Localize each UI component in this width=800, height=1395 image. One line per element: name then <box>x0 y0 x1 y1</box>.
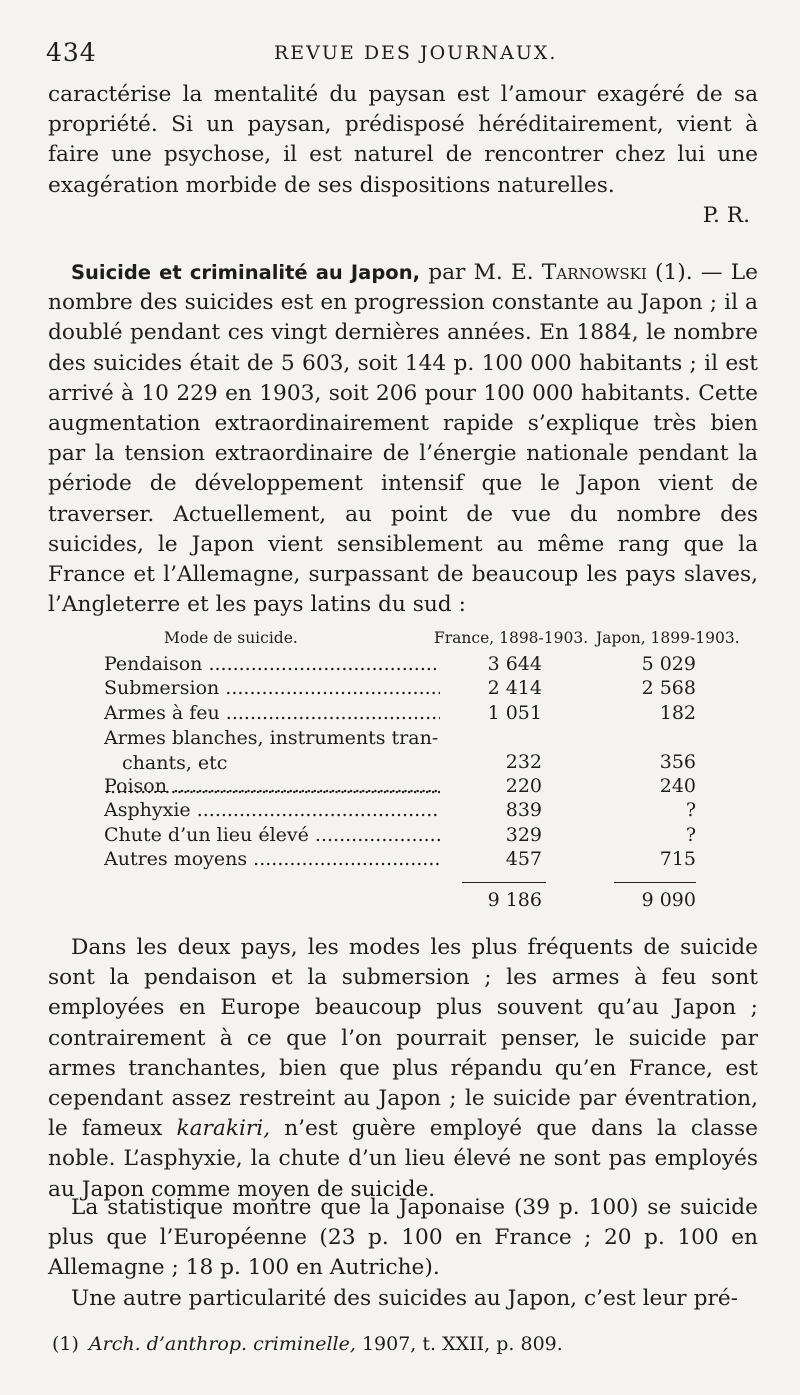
footnote <box>52 1333 563 1355</box>
value-france: 220 <box>505 774 542 797</box>
comparison-paragraph <box>48 933 758 1205</box>
value-japon: ? <box>685 823 696 846</box>
value-france: 329 <box>505 823 542 846</box>
table-row <box>104 824 744 848</box>
article-author: Tarnowski <box>541 260 647 285</box>
row-label: Poison ..... <box>104 775 440 797</box>
value-japon: 356 <box>659 750 696 773</box>
page-number: 434 <box>46 38 97 67</box>
page-header <box>46 34 758 70</box>
total-france: 9 186 <box>487 888 542 911</box>
table-row <box>104 702 744 726</box>
table-row <box>104 653 744 677</box>
article-intro <box>48 258 758 620</box>
text-before-term: Dans les deux pays, les modes les plus fréquents de suicide sont la pendaison et la submersion ; les armes à feu sont employées en Europe beaucoup plus souvent qu’au Japon ; contrairement à ce que l’on pourrait penser, le suicide par armes tranchantes, bien que plus répandu qu’en France, est cependant assez restreint au Japon ; le suicide par éventration, le fameux <box>48 935 758 1142</box>
article-title: Suicide et criminalité au Japon, <box>71 261 420 284</box>
header-mode: Mode de suicide. <box>164 629 298 647</box>
row-label: Armes à feu ..... <box>104 702 440 724</box>
value-france: 2 414 <box>487 677 542 700</box>
table-row <box>104 775 744 799</box>
value-japon: 5 029 <box>641 653 696 675</box>
value-japon: 182 <box>659 701 696 724</box>
text-after-term: n’est guère employé que dans la classe noble. L’asphyxie, la chute d’un lieu élevé ne sont pas employés au Japon comme moyen de suicide. <box>48 1116 758 1202</box>
opening-paragraph <box>48 80 758 231</box>
total-rule-france <box>462 882 546 883</box>
row-label: Armes blanches, instruments tran- <box>104 727 439 750</box>
table-row <box>104 799 744 823</box>
row-label-continuation: chants, etc ..... <box>104 752 440 798</box>
value-japon: 2 568 <box>641 677 696 700</box>
total-rule-japon <box>614 882 696 883</box>
row-label: Chute d’un lieu élevé ..... <box>104 824 440 846</box>
value-france: 3 644 <box>487 653 542 675</box>
value-france: 839 <box>505 799 542 822</box>
continuation-paragraph: Une autre particularité des suicides au Japon, c’est leur pré- <box>71 1285 738 1311</box>
article-text: — Le nombre des suicides est en progression constante au Japon ; il a doublé pendant ces vingt dernières années. En 1884, le nombre des suicides était de 5 603, soit 144 p. 100 000 habitants ; il est arrivé à 10 229 en 1903, soit 206 pour 100 000 habitants. Cette augmentation extraordinairement rapide s’explique très bien par la tension extraordinaire de l’énergie nationale pendant la période de développement intensif que le Japon vient de traverser. Actuellement, au point de vue du nombre des suicides, le Japon vient sensiblement au même rang que la France et l’Allemagne, surpassant de beaucoup les pays slaves, l’Angleterre et les pays latins du sud : <box>48 260 758 618</box>
article-suicide-japon <box>48 258 758 620</box>
table-row <box>104 726 744 775</box>
value-france: 1 051 <box>487 701 542 724</box>
suicide-mode-table <box>104 625 744 911</box>
table-row <box>104 848 744 872</box>
closing-paragraphs <box>48 1193 758 1314</box>
value-france: 232 <box>505 750 542 773</box>
paragraph-text: caractérise la mentalité du paysan est l’amour exagéré de sa propriété. Si un paysan, prédisposé héréditairement, vient à faire une psychose, il est naturel de rencontrer chez lui une exagération morbide de ses dispositions naturelles. <box>48 82 758 198</box>
row-label: Submersion ..... <box>104 677 440 699</box>
table-totals <box>104 877 744 911</box>
footnote-source: Arch. d’anthrop. criminelle, <box>88 1333 356 1355</box>
row-label: Autres moyens ..... <box>104 848 440 870</box>
value-japon: 715 <box>659 848 696 871</box>
author-signature: P. R. <box>702 202 750 228</box>
table-row <box>104 677 744 701</box>
header-japon: Japon, 1899-1903. <box>596 629 740 647</box>
value-japon: ? <box>685 799 696 822</box>
value-japon: 240 <box>659 774 696 797</box>
table-header <box>104 625 744 653</box>
total-japon: 9 090 <box>641 888 696 911</box>
term-karakiri: karakiri, <box>176 1116 271 1142</box>
header-france: France, 1898-1903. <box>434 629 589 647</box>
running-title: REVUE DES JOURNAUX. <box>274 42 558 64</box>
footnote-marker: (1) <box>52 1333 79 1355</box>
footnote-details: 1907, t. XXII, p. 809. <box>355 1333 563 1355</box>
statistics-paragraph: La statistique montre que la Japonaise (39 p. 100) se suicide plus que l’Européenne (23 p. 100 en France ; 20 p. 100 en Allemagne ; 18 p. 100 en Autriche). <box>48 1195 758 1281</box>
row-label: Pendaison ..... <box>104 653 440 675</box>
byline-prefix: par M. E. <box>420 260 542 285</box>
paragraph-text <box>48 933 758 1205</box>
value-france: 457 <box>505 848 542 871</box>
footnote-reference: (1). <box>646 260 693 285</box>
row-label: Asphyxie ..... <box>104 799 440 821</box>
